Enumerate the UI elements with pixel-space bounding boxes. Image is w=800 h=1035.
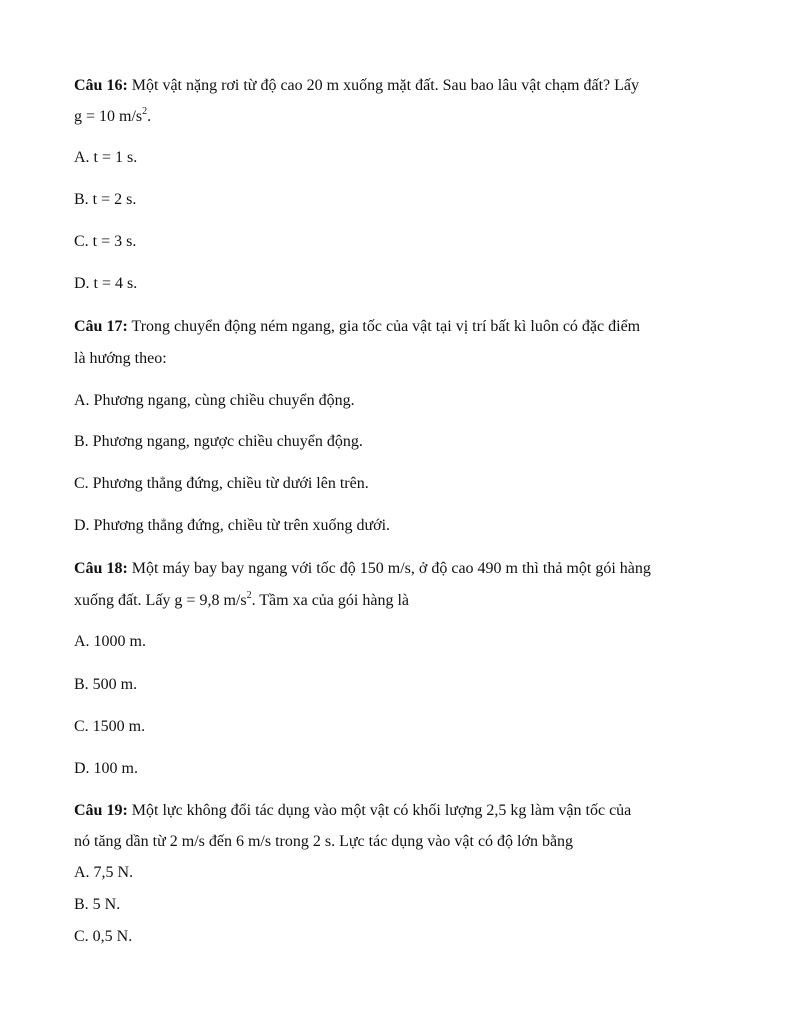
q18-stem-line2-end: . Tầm xa của gói hàng là [251, 592, 409, 609]
q18-stem-text: Một máy bay bay ngang với tốc độ 150 m/s, ở độ cao 490 m thì thả một gói hàng [127, 560, 651, 577]
q17-option-b[interactable]: B. Phương ngang, ngược chiều chuyển động. [74, 433, 363, 450]
q16-stem-line1 [74, 76, 639, 96]
q16-stem-text: Một vật nặng rơi từ độ cao 20 m xuống mặt đất. Sau bao lâu vật chạm đất? Lấy [127, 77, 640, 94]
q19-option-c[interactable]: C. 0,5 N. [74, 928, 133, 945]
q18-option-c[interactable]: C. 1500 m. [74, 718, 146, 735]
q18-stem-line1 [74, 559, 651, 579]
q16-stem-line2 [74, 107, 151, 127]
q16-option-a[interactable]: A. t = 1 s. [74, 149, 138, 166]
q17-stem-line1 [74, 317, 640, 337]
q19-label: Câu 19: [74, 802, 128, 819]
q19-option-a[interactable]: A. 7,5 N. [74, 864, 134, 881]
q19-stem-line1 [74, 801, 631, 821]
q19-stem-line2: nó tăng dần từ 2 m/s đến 6 m/s trong 2 s. Lực tác dụng vào vật có độ lớn bằng [74, 833, 574, 850]
q16-option-d[interactable]: D. t = 4 s. [74, 275, 138, 292]
q16-stem-line2-end: . [147, 108, 152, 125]
q16-option-c[interactable]: C. t = 3 s. [74, 233, 137, 250]
q16-superscript: 2 [142, 105, 148, 117]
q18-option-d[interactable]: D. 100 m. [74, 760, 138, 777]
q17-option-c[interactable]: C. Phương thẳng đứng, chiều từ dưới lên trên. [74, 475, 369, 492]
q18-stem-line2-text: xuống đất. Lấy g = 9,8 m/s [74, 592, 247, 609]
q18-option-a[interactable]: A. 1000 m. [74, 633, 146, 650]
q16-stem-line2-text: g = 10 m/s [74, 108, 143, 125]
q16-option-b[interactable]: B. t = 2 s. [74, 191, 137, 208]
q18-label: Câu 18: [74, 560, 128, 577]
q18-stem-line2 [74, 591, 409, 611]
q16-label: Câu 16: [74, 77, 128, 94]
q17-stem-text: Trong chuyển động ném ngang, gia tốc của vật tại vị trí bất kì luôn có đặc điểm [127, 318, 641, 335]
q18-superscript: 2 [246, 589, 252, 601]
q19-stem-text: Một lực không đổi tác dụng vào một vật có khối lượng 2,5 kg làm vận tốc của [127, 802, 632, 819]
q17-label: Câu 17: [74, 318, 128, 335]
q18-option-b[interactable]: B. 500 m. [74, 676, 138, 693]
q17-option-d[interactable]: D. Phương thẳng đứng, chiều từ trên xuống dưới. [74, 517, 391, 534]
q17-stem-line2: là hướng theo: [74, 350, 167, 367]
q17-option-a[interactable]: A. Phương ngang, cùng chiều chuyển động. [74, 392, 355, 409]
q19-option-b[interactable]: B. 5 N. [74, 896, 121, 913]
